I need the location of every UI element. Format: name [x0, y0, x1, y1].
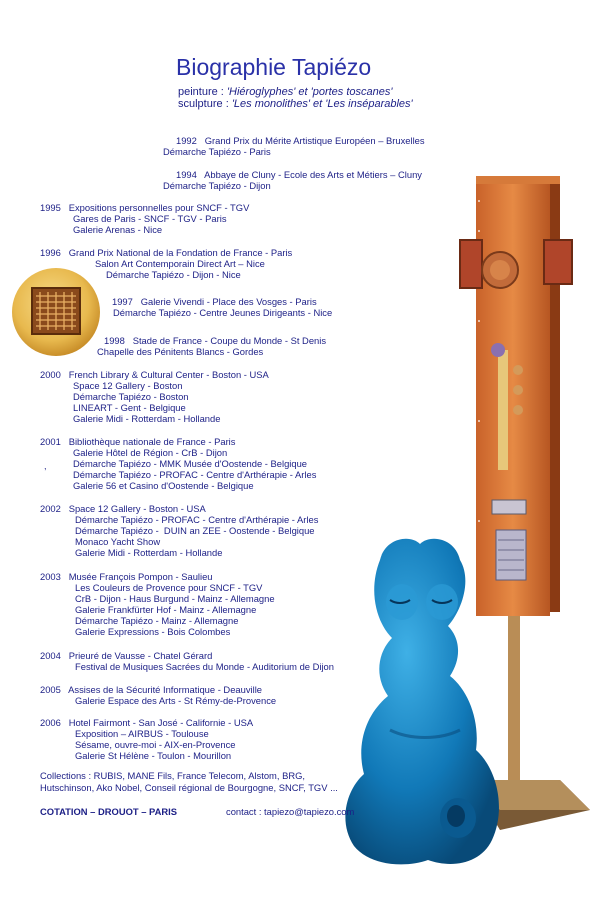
entry-line: Expositions personnelles pour SNCF - TGV: [68, 202, 250, 213]
entry-line: Musée François Pompon - Saulieu: [68, 571, 213, 582]
entry-2005: [40, 684, 276, 706]
entry-line: Galerie Midi - Rotterdam - Hollande: [73, 413, 221, 424]
entry-line: Chapelle des Pénitents Blancs - Gordes: [97, 346, 264, 357]
entry-line: Démarche Tapiézo - PROFAC - Centre d'Arthérapie - Arles: [73, 469, 317, 480]
entry-year: 1997: [112, 296, 133, 307]
entry-1998: [97, 335, 327, 357]
entry-line: Démarche Tapiézo - Mainz - Allemagne: [75, 615, 239, 626]
entry-2001: [40, 436, 316, 491]
entry-2002: [40, 503, 318, 558]
entry-line: Hotel Fairmont - San José - Californie - USA: [68, 717, 254, 728]
entry-year: 2003: [40, 571, 61, 582]
entry-line: LINEART - Gent - Belgique: [73, 402, 186, 413]
entry-line: Prieuré de Vausse - Chatel Gérard: [68, 650, 213, 661]
entry-2000: [40, 369, 269, 424]
entry-1995: [40, 202, 249, 235]
entry-line: Démarche Tapiézo - Boston: [73, 391, 189, 402]
painting-works: 'Hiéroglyphes' et 'portes toscanes': [226, 86, 393, 98]
entry-line: Galerie Frankfürter Hof - Mainz - Allemagne: [75, 604, 257, 615]
entry-line: CrB - Dijon - Haus Burgund - Mainz - Allemagne: [75, 593, 275, 604]
entry-1992: [163, 135, 425, 157]
entry-1994: [163, 169, 422, 191]
entry-line: Galerie Vivendi - Place des Vosges - Paris: [140, 296, 317, 307]
entry-line: Démarche Tapiézo - MMK Musée d'Oostende - Belgique: [73, 458, 308, 469]
entry-line: Démarche Tapiézo - Dijon: [163, 180, 271, 191]
sculpture-works: 'Les monolithes' et 'Les inséparables': [231, 98, 413, 110]
entry-2003: [40, 571, 275, 637]
entry-line: Galerie 56 et Casino d'Oostende - Belgique: [73, 480, 254, 491]
entry-line: Démarche Tapiézo - Centre Jeunes Dirigeants - Nice: [113, 307, 333, 318]
entry-year: 1992: [176, 135, 197, 146]
entry-year: 1994: [176, 169, 197, 180]
entry-line: Festival de Musiques Sacrées du Monde - Auditorium de Dijon: [75, 661, 334, 672]
stray-mark: ,: [44, 461, 47, 471]
entry-line: Démarche Tapiézo - DUIN an ZEE - Oostende - Belgique: [75, 525, 315, 536]
entry-line: Space 12 Gallery - Boston: [73, 380, 183, 391]
entry-2006: [40, 717, 253, 761]
entry-line: Gares de Paris - SNCF - TGV - Paris: [73, 213, 227, 224]
entry-year: 1998: [104, 335, 125, 346]
cotation-label: COTATION – DROUOT – PARIS: [40, 806, 177, 817]
entry-line: Démarche Tapiézo - PROFAC - Centre d'Arthérapie - Arles: [75, 514, 319, 525]
entry-year: 2000: [40, 369, 61, 380]
collections-line: Hutschinson, Ako Nobel, Conseil régional de Bourgogne, SNCF, TGV ...: [40, 782, 338, 793]
entry-line: French Library & Cultural Center - Boston - USA: [68, 369, 269, 380]
entry-1997: [112, 296, 332, 318]
entry-line: Galerie Expressions - Bois Colombes: [75, 626, 231, 637]
entry-year: 1995: [40, 202, 61, 213]
entry-line: Galerie Arenas - Nice: [73, 224, 163, 235]
entry-line: Grand Prix National de la Fondation de France - Paris: [68, 247, 293, 258]
collections-line: Collections : RUBIS, MANE Fils, France Telecom, Alstom, BRG,: [40, 770, 306, 781]
entry-year: 2002: [40, 503, 61, 514]
collections: [40, 770, 338, 794]
entry-2004: [40, 650, 334, 672]
sculpture-label: sculpture :: [178, 98, 232, 110]
entry-line: Galerie Midi - Rotterdam - Hollande: [75, 547, 223, 558]
entry-year: 1996: [40, 247, 61, 258]
entry-year: 2006: [40, 717, 61, 728]
entry-line: Stade de France - Coupe du Monde - St Denis: [132, 335, 327, 346]
subtitle: [178, 86, 413, 110]
entry-line: Space 12 Gallery - Boston - USA: [68, 503, 206, 514]
entry-line: Galerie Hôtel de Région - CrB - Dijon: [73, 447, 228, 458]
entry-line: Exposition – AIRBUS - Toulouse: [75, 728, 209, 739]
entry-line: Galerie Espace des Arts - St Rémy-de-Provence: [75, 695, 277, 706]
entry-line: Monaco Yacht Show: [75, 536, 161, 547]
entry-line: Démarche Tapiézo - Paris: [163, 146, 271, 157]
entry-line: Galerie St Hélène - Toulon - Mourillon: [75, 750, 232, 761]
sculpture-line: [178, 98, 413, 110]
entry-1996: [40, 247, 292, 280]
entry-line: Grand Prix du Mérite Artistique Européen – Bruxelles: [204, 135, 425, 146]
entry-line: Assises de la Sécurité Informatique - Deauville: [68, 684, 262, 695]
page-title: Biographie Tapiézo: [176, 54, 372, 80]
painting-line: [178, 86, 413, 98]
entry-year: 2001: [40, 436, 61, 447]
contact-email[interactable]: contact : tapiezo@tapiezo.com: [226, 806, 355, 817]
entry-line: Salon Art Contemporain Direct Art – Nice: [95, 258, 265, 269]
entry-year: 2004: [40, 650, 61, 661]
entry-line: Bibliothèque nationale de France - Paris: [68, 436, 236, 447]
entry-line: Abbaye de Cluny - Ecole des Arts et Métiers – Cluny: [204, 169, 422, 180]
blue-sculpture-image: [330, 530, 510, 870]
artist-portrait-photo: [38, 40, 148, 188]
entry-year: 2005: [40, 684, 61, 695]
painting-label: peinture :: [178, 86, 227, 98]
entry-line: Démarche Tapiézo - Dijon - Nice: [106, 269, 241, 280]
entry-line: Les Couleurs de Provence pour SNCF - TGV: [75, 582, 263, 593]
entry-line: Sésame, ouvre-moi - AIX-en-Provence: [75, 739, 236, 750]
